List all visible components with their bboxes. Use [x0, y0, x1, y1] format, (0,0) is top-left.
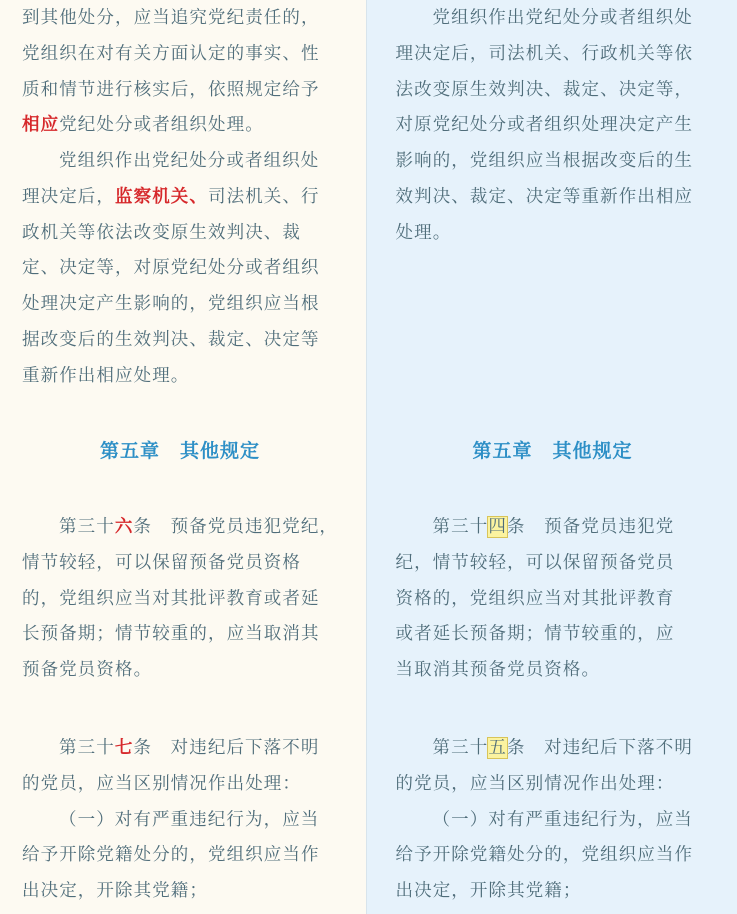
- left-article-37: [22, 731, 340, 910]
- text-line: 当取消其预备党员资格。: [395, 660, 601, 681]
- text-line: 党组织作出党纪处分或者组织处: [59, 151, 320, 171]
- chapter-heading: 第五章 其他规定: [100, 440, 261, 462]
- text-line: 资格的，党组织应当对其批评教育: [395, 588, 675, 609]
- text-segment: 司法机关、行: [208, 186, 320, 207]
- text-line: 党组织作出党纪处分或者组织处: [432, 8, 693, 28]
- text-line: 的党员，应当区别情况作出处理：: [395, 773, 675, 794]
- text-segment: 条 预备党员违犯党纪，: [133, 517, 339, 537]
- text-line: 处理。: [395, 222, 452, 243]
- text-line: 出决定，开除其党籍；: [22, 881, 208, 902]
- right-paragraph-1: [396, 1, 714, 252]
- text-line: 党组织在对有关方面认定的事实、性: [22, 43, 320, 64]
- text-line: 效判决、裁定、决定等重新作出相应: [395, 186, 694, 207]
- text-line: （一）对有严重违纪行为，应当: [432, 809, 693, 830]
- text-line: 的党员，应当区别情况作出处理：: [22, 773, 301, 794]
- article-prefix: 第三十: [432, 738, 489, 758]
- text-line: 政机关等依法改变原生效判决、裁: [22, 222, 301, 243]
- text-line: 理决定后，司法机关、行政机关等依: [395, 43, 694, 64]
- changed-text: 监察机关、: [115, 186, 208, 207]
- highlighted-text: 五: [488, 738, 507, 758]
- left-column: [0, 0, 366, 914]
- text-line: [396, 731, 714, 767]
- text-line: [22, 510, 340, 546]
- text-line: 预备党员资格。: [22, 660, 153, 681]
- text-line: 情节较轻，可以保留预备党员资格: [22, 552, 301, 573]
- text-line: 给予开除党籍处分的，党组织应当作: [22, 845, 320, 866]
- text-line: 到其他处分，应当追究党纪责任的，: [22, 8, 320, 28]
- text-line: 纪，情节较轻，可以保留预备党员: [395, 552, 675, 573]
- text-line: 或者延长预备期；情节较重的，应: [395, 624, 675, 645]
- text-line: [396, 510, 714, 546]
- text-segment: 条 预备党员违犯党: [506, 517, 675, 537]
- text-line: 出决定，开除其党籍；: [395, 881, 582, 902]
- text-line: 处理决定产生影响的，党组织应当根: [22, 294, 320, 315]
- changed-text: 相应: [22, 115, 60, 136]
- text-segment: 条 对违纪后下落不明: [133, 738, 320, 758]
- chapter-heading: 第五章 其他规定: [472, 440, 633, 462]
- text-line: 质和情节进行核实后，依照规定给予: [22, 79, 320, 100]
- text-line: 影响的，党组织应当根据改变后的生: [395, 151, 694, 172]
- text-segment: 条 对违纪后下落不明: [506, 738, 693, 758]
- text-line: 长预备期；情节较重的，应当取消其: [22, 624, 320, 645]
- text-line: 重新作出相应处理。: [22, 365, 190, 386]
- changed-text: 六: [114, 517, 134, 537]
- text-line: [22, 731, 340, 767]
- right-column: [367, 0, 737, 914]
- text-segment: 理决定后，: [22, 186, 115, 207]
- text-line: 定、决定等，对原党纪处分或者组织: [22, 258, 320, 279]
- right-article-34: [396, 510, 714, 689]
- left-article-36: [22, 510, 340, 689]
- text-line: [22, 108, 340, 144]
- text-line: [22, 180, 340, 216]
- text-line: 对原党纪处分或者组织处理决定产生: [395, 115, 694, 136]
- article-prefix: 第三十: [432, 517, 489, 537]
- article-prefix: 第三十: [59, 517, 115, 537]
- text-line: （一）对有严重违纪行为，应当: [59, 809, 320, 830]
- left-paragraph-1: [22, 1, 340, 144]
- highlighted-text: 四: [488, 517, 507, 537]
- text-line: 的，党组织应当对其批评教育或者延: [22, 588, 320, 609]
- right-article-35: [396, 731, 714, 910]
- left-paragraph-2: [22, 144, 340, 395]
- text-line: 给予开除党籍处分的，党组织应当作: [395, 845, 694, 866]
- text-line: 据改变后的生效判决、裁定、决定等: [22, 329, 320, 350]
- text-line: 法改变原生效判决、裁定、决定等，: [395, 79, 694, 100]
- changed-text: 七: [114, 738, 134, 758]
- article-prefix: 第三十: [59, 738, 115, 758]
- text-segment: 党纪处分或者组织处理。: [59, 115, 264, 136]
